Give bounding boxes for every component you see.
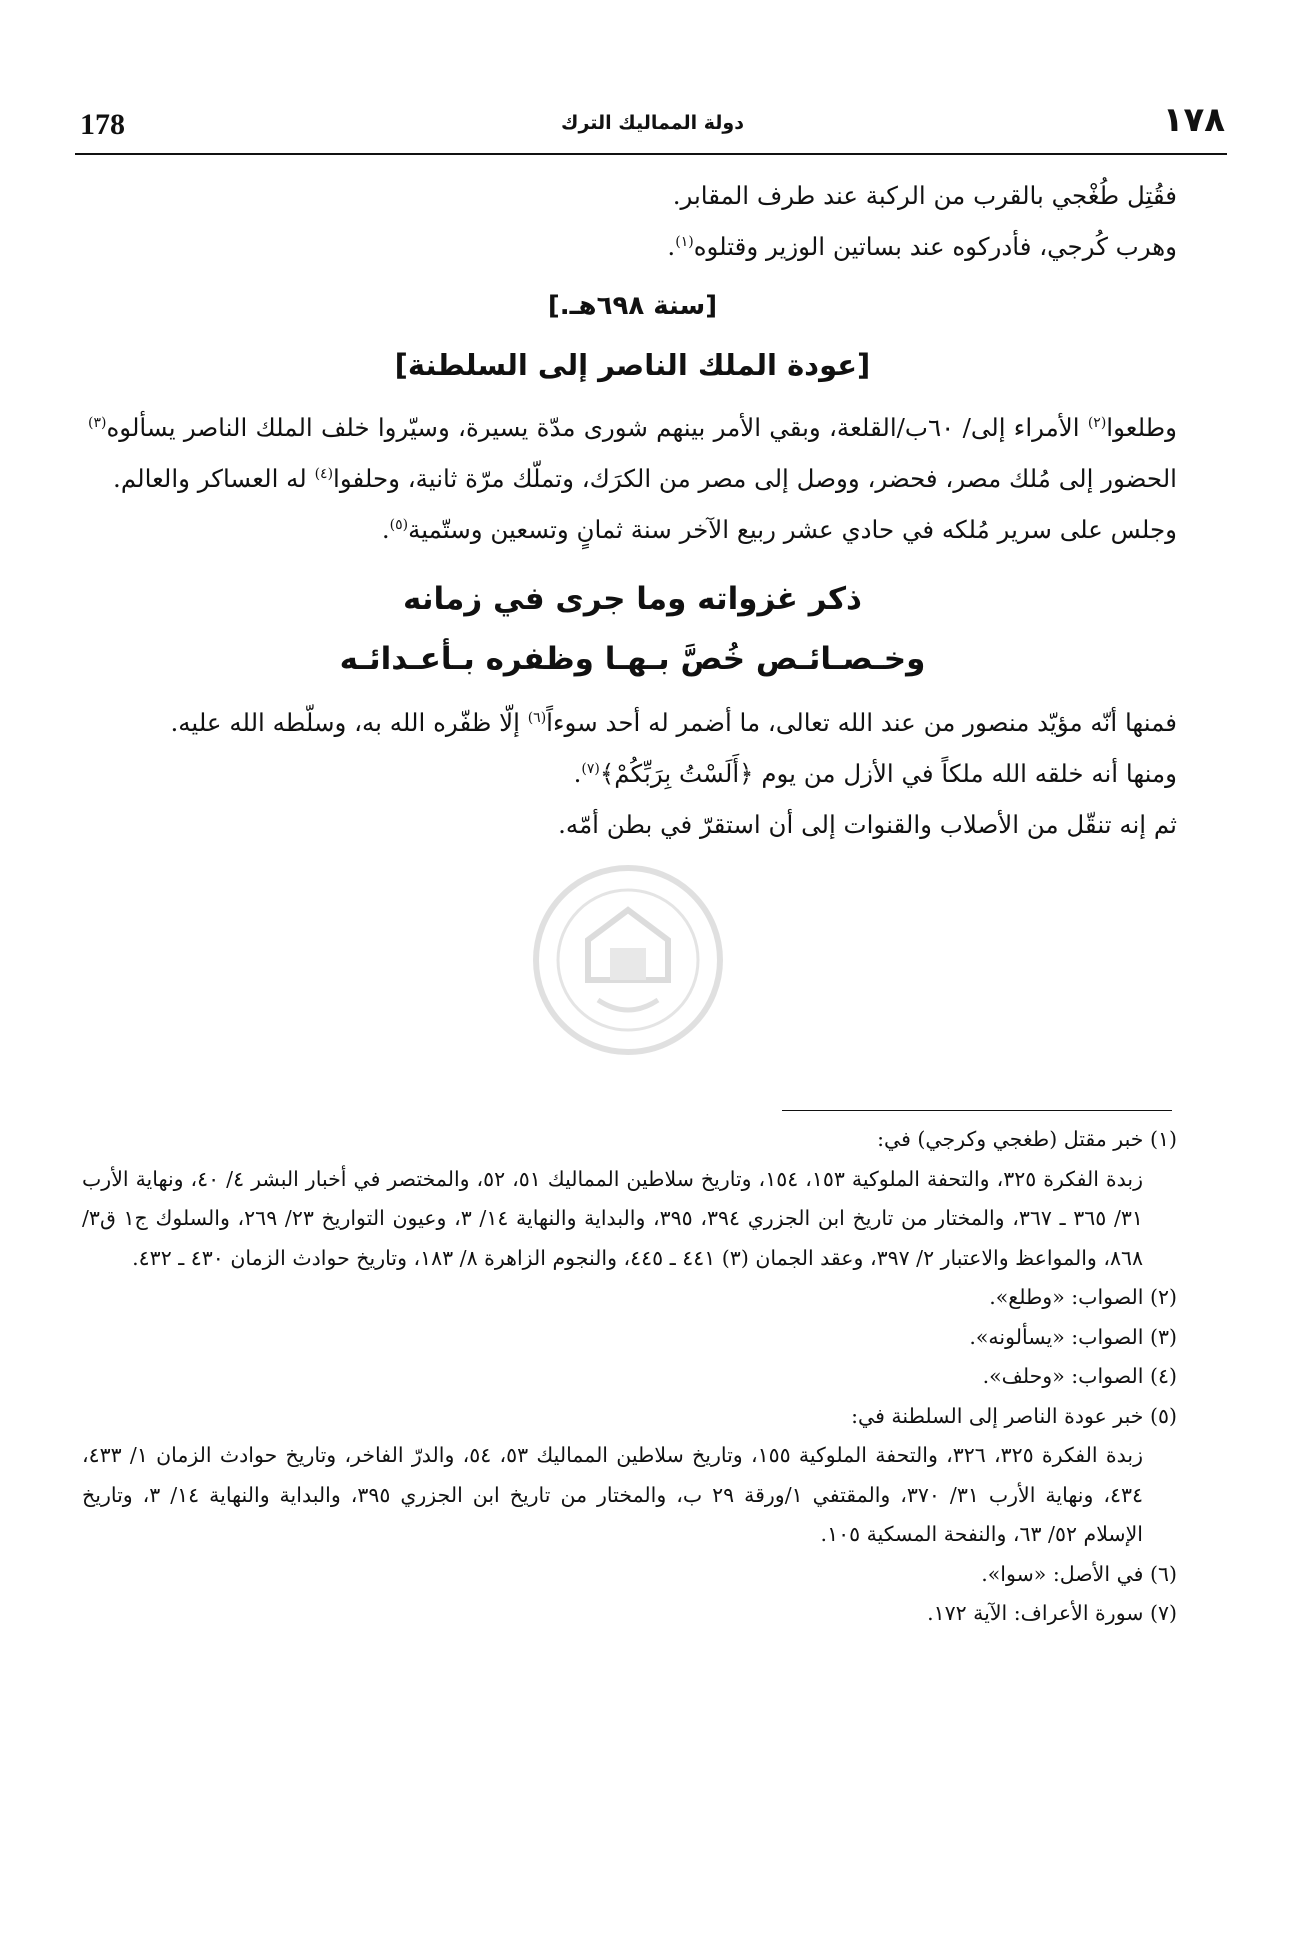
footnotes (82, 1120, 1177, 1634)
header-rule (75, 153, 1227, 155)
footnote-6: (٦) في الأصل: «سوا». (981, 1561, 1177, 1586)
footnote-3: (٣) الصواب: «يسألونه». (969, 1324, 1177, 1349)
running-title: دولة المماليك الترك (561, 112, 744, 134)
footnote-ref: (٥) (389, 516, 409, 533)
footnote-ref: (٤) (314, 465, 334, 482)
footnote-1-body: زبدة الفكرة ٣٢٥، والتحفة الملوكية ١٥٣، ١٥٤، وتاريخ سلاطين المماليك ٥١، ٥٢، والمختصر في أخبار البشر ٤/ ٤٠، ونهاية الأرب ٣١/ ٣٦٥ ـ ٣٦٧، والمختار من تاريخ ابن الجزري ٣٩٤، ٣٩٥، والبداية والنهاية ١٤/ ٣، وعيون التواريخ ٢٣/ ٢٦٩، والسلوك ج١ ق٣/ ٨٦٨، والمواعظ والاعتبار ٢/ ٣٩٧، وعقد الجمان (٣) ٤٤١ ـ ٤٤٥، والنجوم الزاهرة ٨/ ١٨٣، وتاريخ حوادث الزمان ٤٣٠ ـ ٤٣٢. (82, 1166, 1143, 1270)
footnote-5-head: (٥) خبر عودة الناصر إلى السلطنة في: (851, 1403, 1177, 1428)
page-header (80, 100, 1225, 150)
footnote-rule (782, 1110, 1172, 1111)
footnote-ref: (١) (675, 233, 694, 250)
paragraph: فمنها أنّه مؤيّد منصور من عند الله تعالى، ما أضمر له أحد سوءاً$^{(٦)}$ إلّا ظفّره الله به، وسلّطه الله عليه. (170, 708, 1177, 737)
footnote-7: (٧) سورة الأعراف: الآية ١٧٢. (927, 1601, 1177, 1625)
footnote-2: (٢) الصواب: «وطلع». (989, 1285, 1177, 1309)
major-heading-line-1: ذكر غزواته وما جرى في زمانه (403, 581, 862, 617)
major-heading-block (88, 569, 1177, 689)
footnote-5-body: زبدة الفكرة ٣٢٥، ٣٢٦، والتحفة الملوكية ١٥٥، وتاريخ سلاطين المماليك ٥٣، ٥٤، والدرّ الفاخر، وتاريخ حوادث الزمان ١/ ٤٣٣، ٤٣٤، ونهاية الأرب ٣١/ ٣٧٠، والمقتفي ١/ورقة ٢٩ ب، والمختار من تاريخ ابن الجزري ٣٩٥، والبداية والنهاية ١٤/ ٣، وتاريخ الإسلام ٥٢/ ٦٣، والنفحة المسكية ١٠٥. (82, 1443, 1144, 1546)
paragraph: وجلس على سرير مُلكه في حادي عشر ربيع الآخر سنة ثمانٍ وتسعين وستّمية$^{(٥)}$. (381, 515, 1177, 544)
page-number-arabic: ١٧٨ (1162, 100, 1225, 140)
paragraph: ومنها أنه خلقه الله ملكاً في الأزل من يوم ﴿أَلَسْتُ بِرَبِّكُمْ﴾$^{(٧)}$. (573, 759, 1177, 788)
section-heading: [عودة الملك الناصر إلى السلطنة] (394, 348, 871, 382)
footnote-ref: (٧) (581, 760, 600, 777)
footnote-ref: (٢) (1087, 414, 1107, 431)
library-seal-watermark-icon (528, 860, 728, 1060)
text-line: وهرب كُرجي، فأدركوه عند بساتين الوزير وقتلوه$^{(١)}$. (667, 232, 1177, 261)
major-heading-line-2: وخـصـائـص خُصَّ بـهـا وظفره بـأعـدائـه (339, 641, 926, 677)
paragraph: وطلعوا$^{(٢)}$ الأمراء إلى/ ٦٠ب/القلعة، وبقي الأمر بينهم شورى مدّة يسيرة، وسيّروا خلف الملك الناصر يسألوه$^{(٣)}$ الحضور إلى مُلك مصر، فحضر، ووصل إلى مصر من الكرَك، وتملّك مرّة ثانية، وحلفوا$^{(٤)}$ له العساكر والعالم. (88, 413, 1178, 493)
main-text (88, 170, 1177, 850)
text-line: فقُتِل طُغْجي بالقرب من الركبة عند طرف المقابر. (672, 181, 1177, 210)
footnote-4: (٤) الصواب: «وحلف». (982, 1364, 1177, 1388)
paragraph: ثم إنه تنقّل من الأصلاب والقنوات إلى أن استقرّ في بطن أمّه. (558, 810, 1177, 839)
footnote-ref: (٦) (527, 709, 547, 726)
page-number-latin: 178 (80, 108, 125, 141)
footnote-1-head: (١) خبر مقتل (طغجي وكرجي) في: (877, 1127, 1177, 1151)
footnote-ref: (٣) (88, 414, 107, 431)
year-heading: [سنة ٦٩٨هـ.] (547, 291, 718, 321)
